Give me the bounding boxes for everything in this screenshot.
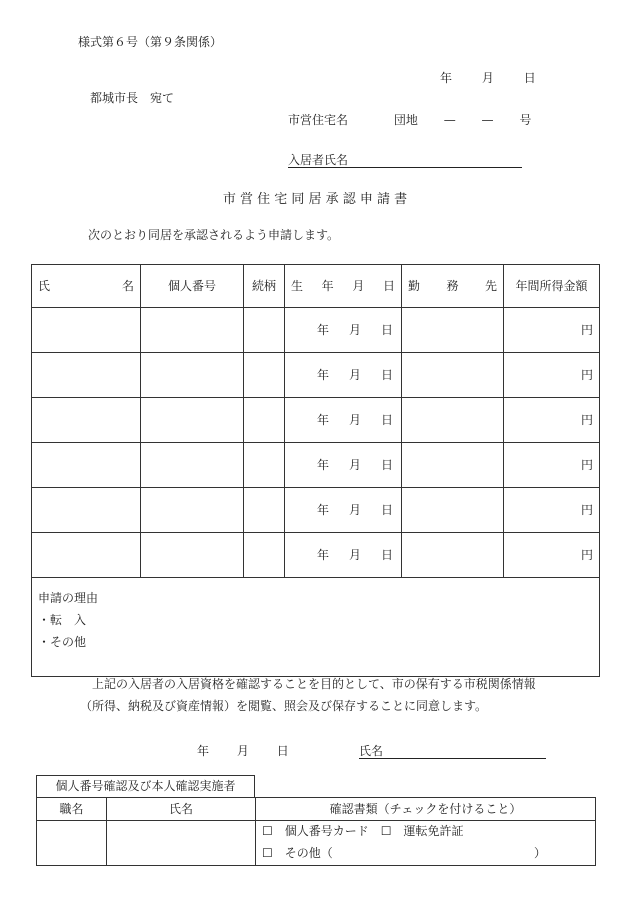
confirm-header-row xyxy=(37,798,596,821)
check-other-label: ☐ その他（ xyxy=(262,846,333,860)
cell-name[interactable] xyxy=(32,398,141,443)
cell-income[interactable]: 円 xyxy=(504,533,600,578)
reason-item-other: ・その他 xyxy=(38,635,87,649)
confirm-table xyxy=(36,797,596,866)
cell-relation[interactable] xyxy=(244,488,285,533)
form-number: 様式第６号（第９条関係） xyxy=(78,35,223,49)
family-table xyxy=(31,264,600,677)
cell-birth[interactable]: 年 月 日 xyxy=(285,488,402,533)
top-year-label: 年 xyxy=(440,71,453,85)
reason-item-transfer: ・転 入 xyxy=(38,613,87,627)
sign-name-label: 氏名 xyxy=(359,744,384,758)
cell-number[interactable] xyxy=(141,353,244,398)
sign-year-label: 年 xyxy=(197,744,210,758)
housing-line xyxy=(288,114,531,126)
housing-label: 市営住宅名 xyxy=(288,113,349,127)
header-income: 年間所得金額 xyxy=(504,265,600,308)
cell-number[interactable] xyxy=(141,533,244,578)
check-other[interactable] xyxy=(262,847,546,859)
confirm-title-cell[interactable] xyxy=(37,821,107,866)
table-row xyxy=(32,443,600,488)
cell-income[interactable]: 円 xyxy=(504,488,600,533)
consent-line-1: 上記の入居者の入居資格を確認することを目的として、市の保有する市税関係情報 xyxy=(92,677,536,691)
cell-number[interactable] xyxy=(141,308,244,353)
addressee: 都城市長 宛て xyxy=(90,91,175,105)
resident-name-label: 入居者氏名 xyxy=(288,153,349,167)
cell-name[interactable] xyxy=(32,353,141,398)
confirm-docs-cell xyxy=(256,821,596,866)
header-birth: 生 年 月 日 xyxy=(285,265,402,308)
confirm-col-docs: 確認書類（チェックを付けること） xyxy=(256,798,596,821)
top-day-label: 日 xyxy=(523,71,536,85)
cell-income[interactable]: 円 xyxy=(504,443,600,488)
header-number: 個人番号 xyxy=(141,265,244,308)
consent-line-2: （所得、納税及び資産情報）を閲覧、照会及び保存することに同意します。 xyxy=(80,699,488,713)
cell-income[interactable]: 円 xyxy=(504,308,600,353)
confirm-col-name: 氏名 xyxy=(107,798,256,821)
document-title: 市 営 住 宅 同 居 承 認 申 請 書 xyxy=(222,192,408,207)
top-month-label: 月 xyxy=(481,71,494,85)
cell-name[interactable] xyxy=(32,443,141,488)
cell-income[interactable]: 円 xyxy=(504,398,600,443)
cell-number[interactable] xyxy=(141,488,244,533)
cell-work[interactable] xyxy=(402,398,504,443)
reason-row xyxy=(32,578,600,677)
resident-name-field[interactable] xyxy=(288,154,522,168)
reason-cell[interactable] xyxy=(32,578,600,677)
go-label: 号 xyxy=(519,113,532,127)
cell-relation[interactable] xyxy=(244,398,285,443)
table-row xyxy=(32,353,600,398)
cell-birth[interactable]: 年 月 日 xyxy=(285,353,402,398)
cell-relation[interactable] xyxy=(244,443,285,488)
cell-income[interactable]: 円 xyxy=(504,353,600,398)
cell-work[interactable] xyxy=(402,488,504,533)
confirm-header: 個人番号確認及び本人確認実施者 xyxy=(36,775,255,797)
confirm-col-title: 職名 xyxy=(37,798,107,821)
cell-name[interactable] xyxy=(32,308,141,353)
sign-month-label: 月 xyxy=(236,744,249,758)
cell-birth[interactable]: 年 月 日 xyxy=(285,443,402,488)
confirm-name-cell[interactable] xyxy=(107,821,256,866)
cell-work[interactable] xyxy=(402,533,504,578)
table-row xyxy=(32,398,600,443)
check-id-license[interactable]: ☐ 個人番号カード ☐ 運転免許証 xyxy=(262,824,464,838)
housing-dash-2: — xyxy=(481,113,494,127)
check-other-close: ） xyxy=(533,846,546,860)
top-date xyxy=(440,72,536,84)
reason-title: 申請の理由 xyxy=(38,591,99,605)
intro-text: 次のとおり同居を承認されるよう申請します。 xyxy=(88,228,340,242)
cell-work[interactable] xyxy=(402,443,504,488)
cell-relation[interactable] xyxy=(244,353,285,398)
cell-birth[interactable]: 年 月 日 xyxy=(285,398,402,443)
header-work: 勤 務 先 xyxy=(402,265,504,308)
cell-birth[interactable]: 年 月 日 xyxy=(285,308,402,353)
cell-birth[interactable]: 年 月 日 xyxy=(285,533,402,578)
table-row xyxy=(32,308,600,353)
table-row xyxy=(32,533,600,578)
table-row xyxy=(32,488,600,533)
cell-work[interactable] xyxy=(402,308,504,353)
housing-dash-1: — xyxy=(443,113,456,127)
sign-name-field[interactable] xyxy=(359,745,546,759)
cell-work[interactable] xyxy=(402,353,504,398)
cell-number[interactable] xyxy=(141,443,244,488)
header-relation: 続柄 xyxy=(244,265,285,308)
sign-date xyxy=(197,745,289,757)
table-header-row xyxy=(32,265,600,308)
confirm-body-row xyxy=(37,821,596,866)
cell-name[interactable] xyxy=(32,533,141,578)
cell-relation[interactable] xyxy=(244,533,285,578)
cell-number[interactable] xyxy=(141,398,244,443)
cell-relation[interactable] xyxy=(244,308,285,353)
danchi-label: 団地 xyxy=(393,113,418,127)
cell-name[interactable] xyxy=(32,488,141,533)
sign-day-label: 日 xyxy=(276,744,289,758)
header-name: 氏 名 xyxy=(32,265,141,308)
